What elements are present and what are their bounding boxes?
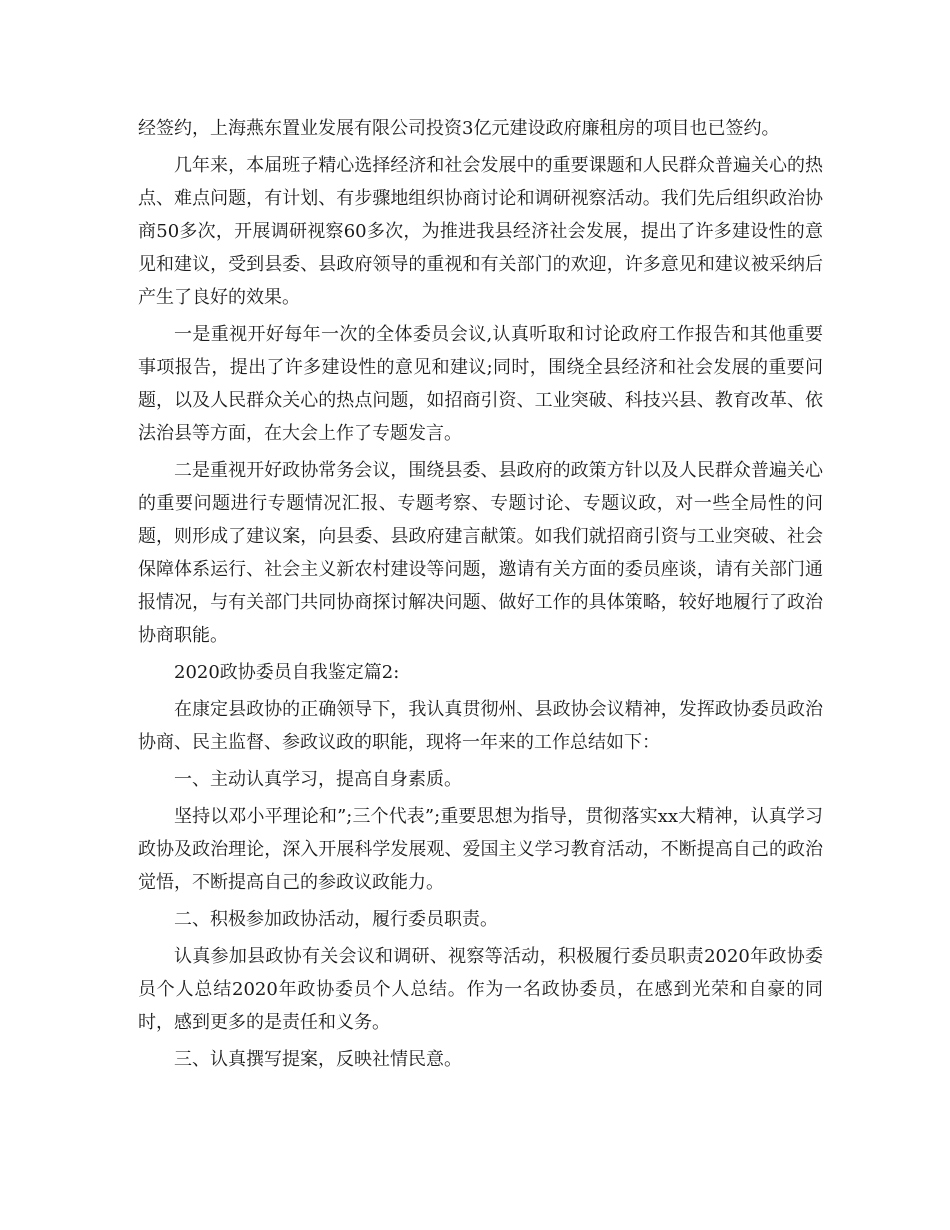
paragraph-study: 坚持以邓小平理论和”;三个代表”;重要思想为指导，贯彻落实xx大精神，认真学习政协及政治理论，深入开展科学发展观、爱国主义学习教育活动，不断提高自己的政治觉悟，不断提高自己的参政议政能力。 (138, 806, 823, 893)
paragraph-plenary-meeting: 一是重视开好每年一次的全体委员会议,认真听取和讨论政府工作报告和其他重要事项报告，提出了许多建设性的意见和建议;同时，围绕全县经济和社会发展的重要问题，以及人民群众关心的热点问题，如招商引资、工业突破、科技兴县、教育改革、依法治县等方面，在大会上作了专题发言。 (138, 324, 823, 444)
heading-proposals: 三、认真撰写提案，反映社情民意。 (174, 1049, 462, 1070)
paragraph-intro: 在康定县政协的正确领导下，我认真贯彻州、县政协会议精神，发挥政协委员政治协商、民主监督、参政议政的职能，现将一年来的工作总结如下： (138, 699, 823, 753)
heading-activities: 二、积极参加政协活动，履行委员职责。 (174, 909, 498, 930)
section-heading-part-2: 2020政协委员自我鉴定篇2: (174, 662, 400, 683)
document-body (138, 112, 823, 1080)
paragraph-signing: 经签约，上海燕东置业发展有限公司投资3亿元建设政府廉租房的项目也已签约。 (138, 118, 780, 139)
paragraph-years-review: 几年来，本届班子精心选择经济和社会发展中的重要课题和人民群众普遍关心的热点、难点问题，有计划、有步骤地组织协商讨论和调研视察活动。我们先后组织政治协商50多次，开展调研视察60多次，为推进我县经济社会发展，提出了许多建设性的意见和建议，受到县委、县政府领导的重视和有关部门的欢迎，许多意见和建议被采纳后产生了良好的效果。 (138, 155, 823, 308)
heading-study: 一、主动认真学习，提高自身素质。 (174, 769, 462, 790)
paragraph-standing-meeting: 二是重视开好政协常务会议，围绕县委、县政府的政策方针以及人民群众普遍关心的重要问题进行专题情况汇报、专题考察、专题讨论、专题议政，对一些全局性的问题，则形成了建议案，向县委、县政府建言献策。如我们就招商引资与工业突破、社会保障体系运行、社会主义新农村建设等问题，邀请有关方面的委员座谈，请有关部门通报情况，与有关部门共同协商探讨解决问题、做好工作的具体策略，较好地履行了政治协商职能。 (138, 460, 823, 646)
paragraph-activities: 认真参加县政协有关会议和调研、视察等活动，积极履行委员职责2020年政协委员个人总结2020年政协委员个人总结。作为一名政协委员，在感到光荣和自豪的同时，感到更多的是责任和义务。 (138, 946, 823, 1033)
